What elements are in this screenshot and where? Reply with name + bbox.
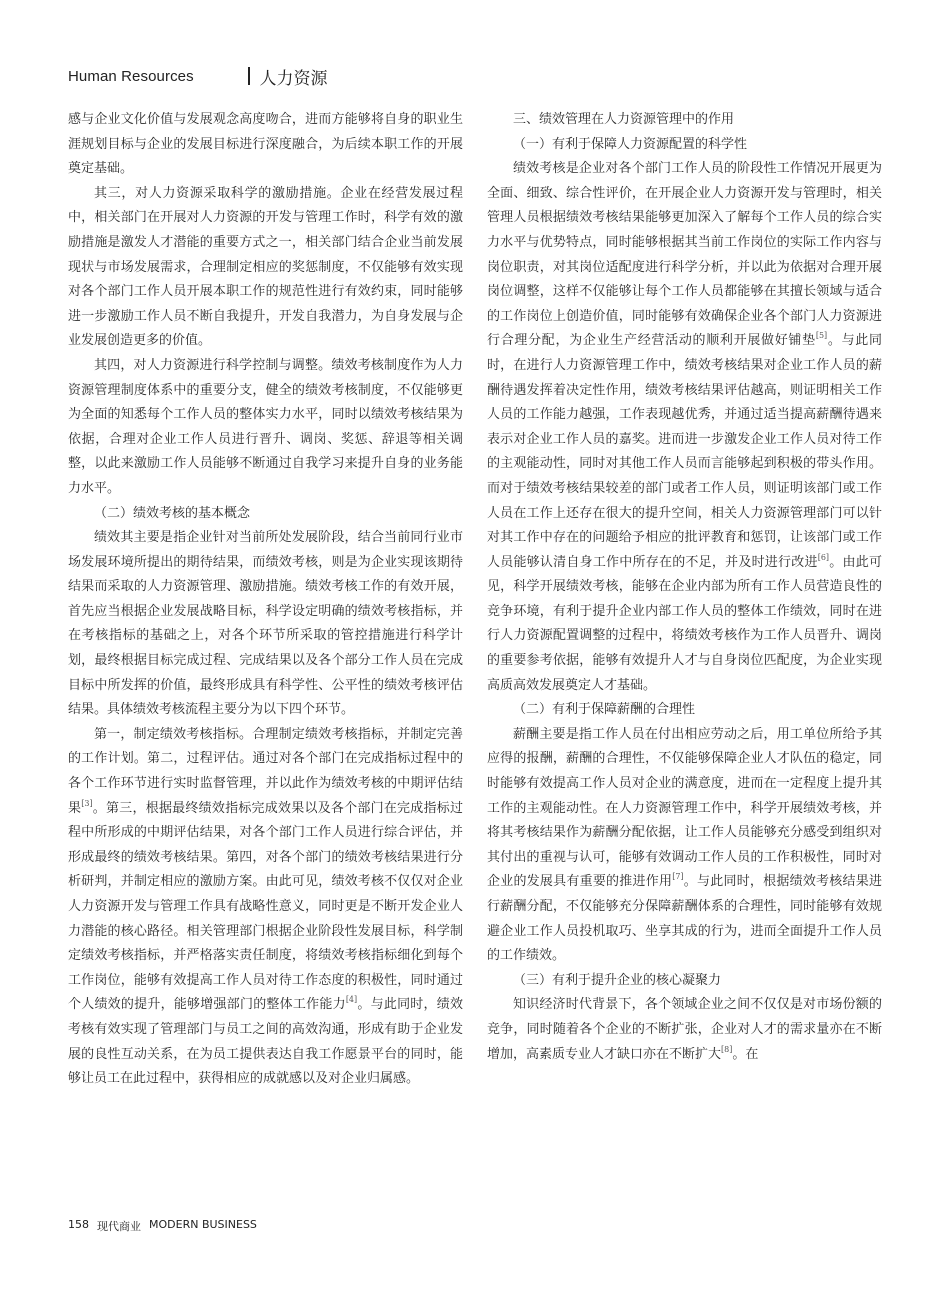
section-heading: 三、绩效管理在人力资源管理中的作用 xyxy=(513,112,735,127)
citation: [7] xyxy=(672,872,684,882)
header-divider xyxy=(248,67,250,85)
paragraph: 感与企业文化价值与发展观念高度吻合，进而方能够将自身的职业生涯规划目标与企业的发展目标进行深度融合，为后续本职工作的开展奠定基础。 xyxy=(68,112,463,177)
paragraph-text: 绩效考核是企业对各个部门工作人员的阶段性工作情况开展更为全面、细致、综合性评价，在开展企业人力资源开发与管理时，相关管理人员根据绩效考核结果能够更加深入了解每个工作人员的综合实力水平与优势特点，同时能够根据其当前工作岗位的实际工作内容与岗位职责，对其岗位适配度进行科学分析，并以此为依据对合理开展岗位调整，这样不仅能够让每个工作人员都能够在其擅长领域与适合的工作岗位上创造价值，同时能够有效确保企业各个部门人力资源进行合理分配，为企业生产经营活动的顺利开展做好铺垫 xyxy=(487,161,882,349)
footer-journal-en: MODERN BUSINESS xyxy=(149,1218,257,1231)
header-journal-cn: 人力资源 xyxy=(259,68,328,89)
section-heading: （二）绩效考核的基本概念 xyxy=(94,505,251,521)
paragraph-text: 。由此可见，科学开展绩效考核，能够在企业内部为所有工作人员营造良性的竞争环境，有利于提升企业内部工作人员的整体工作绩效，同时在进行人力资源配置调整的过程中，将绩效考核作为工作人员晋升、调岗的重要参考依据，能够有效提升人才与自身岗位匹配度，为企业实现高质高效发展奠定人才基础。 xyxy=(487,554,882,693)
left-column xyxy=(68,108,463,1092)
page-number: 158 xyxy=(68,1218,89,1231)
paragraph-text: 。在 xyxy=(732,1046,759,1062)
citation: [6] xyxy=(817,552,830,562)
citation: [3] xyxy=(81,798,93,808)
paragraph: 绩效其主要是指企业针对当前所处发展阶段，结合当前同行业市场发展环境所提出的期待结果，而绩效考核，则是为企业实现该期待结果而采取的人力资源管理、激励措施。绩效考核工作的有效开展，首先应当根据企业发展战略目标，科学设定明确的绩效考核指标，并在考核指标的基础之上，对各个环节所采取的管控措施进行科学计划，最终根据目标完成过程、完成结果以及各个部分工作人员在完成目标中所发挥的价值，最终形成具有科学性、公平性的绩效考核评估结果。具体绩效考核流程主要分为以下四个环节。 xyxy=(68,530,463,718)
page-footer xyxy=(68,1218,257,1234)
paragraph-text: 。与此同时，根据绩效考核结果进行薪酬分配，不仅能够充分保障薪酬体系的合理性，同时能够有效规避企业工作人员投机取巧、坐享其成的行为，进而全面提升工作人员的工作绩效。 xyxy=(487,874,882,964)
paragraph-text: 。与此同时，在进行人力资源管理工作中，绩效考核结果对企业工作人员的薪酬待遇发挥着决定性作用，绩效考核结果评估越高，则证明相关工作人员的工作能力越强，工作表现越优秀，并通过适当提高薪酬待遇来表示对企业工作人员的嘉奖。进而进一步激发企业工作人员对待工作的主观能动性，同时对其他工作人员而言能够起到积极的带头作用。而对于绩效考核结果较差的部门或者工作人员，则证明该部门或工作人员在工作上还存在很大的提升空间，相关人力资源管理部门可以针对其工作中存在的问题给予相应的批评教育和惩罚，让该部门或工作人员能够认清自身工作中所存在的不足，并及时进行改进 xyxy=(487,333,882,570)
paragraph-text: 。第三，根据最终绩效指标完成效果以及各个部门在完成指标过程中所形成的中期评估结果，对各个部门工作人员进行综合评估，并形成最终的绩效考核结果。第四，对各个部门的绩效考核结果进行分析研判，并制定相应的激励方案。由此可见，绩效考核不仅仅对企业人力资源开发与管理工作具有战略性意义，同时更是不断开发企业人力潜能的核心路径。相关管理部门根据企业阶段性发展目标，科学制定绩效考核指标，并严格落实责任制度，将绩效考核指标细化到每个工作岗位，能够有效提高工作人员对待工作态度的积极性，同时通过个人绩效的提升，能够增强部门的整体工作能力 xyxy=(68,800,463,1013)
paragraph-text: 知识经济时代背景下，各个领域企业之间不仅仅是对市场份额的竞争，同时随着各个企业的不断扩张，企业对人才的需求量亦在不断增加，高素质专业人才缺口亦在不断扩大 xyxy=(487,997,882,1062)
footer-journal-cn: 现代商业 xyxy=(97,1220,141,1233)
paragraph-text: 薪酬主要是指工作人员在付出相应劳动之后，用工单位所给予其应得的报酬，薪酬的合理性，不仅能够保障企业人才队伍的稳定，同时能够有效提高工作人员对企业的满意度，进而在一定程度上提升其工作的主观能动性。在人力资源管理工作中，科学开展绩效考核，并将其考核结果作为薪酬分配依据，让工作人员能够充分感受到组织对其付出的重视与认可，能够有效调动工作人员的工作积极性，同时对企业的发展具有重要的推进作用 xyxy=(487,726,882,890)
subsection-heading: （三）有利于提升企业的核心凝聚力 xyxy=(513,972,722,988)
running-header xyxy=(68,62,888,90)
paragraph-text: 。与此同时，绩效考核有效实现了管理部门与员工之间的高效沟通，形成有助于企业发展的良性互动关系，在为员工提供表达自我工作愿景平台的同时，能够让员工在此过程中，获得相应的成就感以及对企业归属感。 xyxy=(68,997,463,1087)
citation: [5] xyxy=(815,331,828,341)
subsection-heading: （一）有利于保障人力资源配置的科学性 xyxy=(513,136,748,152)
paragraph xyxy=(487,723,882,969)
paragraph xyxy=(487,157,882,698)
paragraph-text: 第一，制定绩效考核指标。合理制定绩效考核指标，并制定完善的工作计划。第二，过程评估。通过对各个部门在完成指标过程中的各个工作环节进行实时监督管理，并以此作为绩效考核的中期评估结果 xyxy=(68,726,463,816)
paragraph xyxy=(487,993,882,1067)
right-column xyxy=(487,108,882,1067)
subsection-heading: （二）有利于保障薪酬的合理性 xyxy=(513,702,696,718)
header-journal-en: Human Resources xyxy=(68,67,194,85)
citation: [8] xyxy=(721,1044,733,1054)
paragraph: 其三，对人力资源采取科学的激励措施。企业在经营发展过程中，相关部门在开展对人力资源的开发与管理工作时，科学有效的激励措施是激发人才潜能的重要方式之一，相关部门结合企业当前发展现状与市场发展需求，合理制定相应的奖惩制度，不仅能够有效实现对各个部门工作人员开展本职工作的规范性进行有效约束，同时能够进一步激励工作人员不断自我提升，开发自我潜力，为自身发展与企业发展创造更多的价值。 xyxy=(68,185,463,349)
paragraph: 其四，对人力资源进行科学控制与调整。绩效考核制度作为人力资源管理制度体系中的重要分支，健全的绩效考核制度，不仅能够更为全面的知悉每个工作人员的整体实力水平，同时以绩效考核结果为依据，合理对企业工作人员进行晋升、调岗、奖惩、辞退等相关调整，以此来激励工作人员能够不断通过自我学习来提升自身的业务能力水平。 xyxy=(68,357,463,496)
citation: [4] xyxy=(345,995,358,1005)
paragraph xyxy=(68,723,463,1092)
